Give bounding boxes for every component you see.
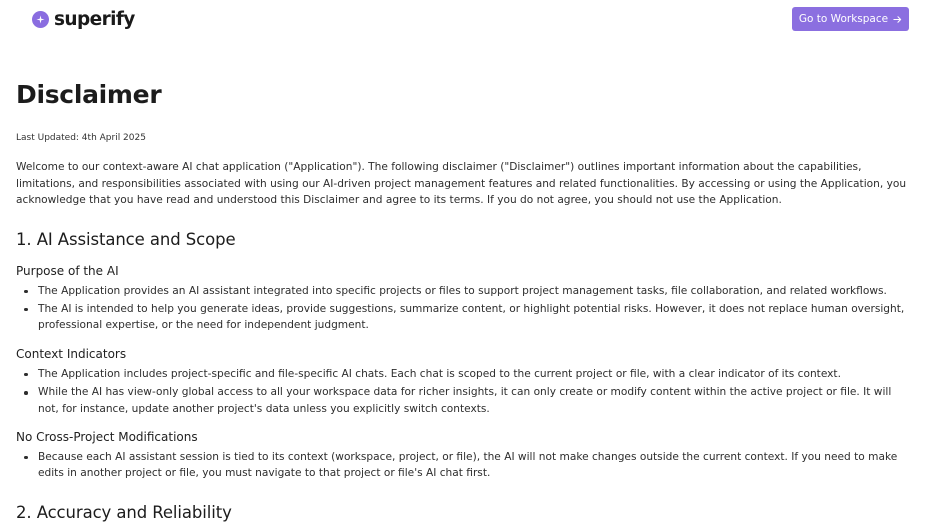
subsection-heading: No Cross-Project Modifications xyxy=(16,429,198,444)
go-to-workspace-label: Go to Workspace xyxy=(798,13,889,25)
bullet-list xyxy=(16,283,908,334)
brand-logo[interactable] xyxy=(32,8,135,30)
last-updated: Last Updated: 4th April 2025 xyxy=(16,133,146,143)
disclaimer-content xyxy=(16,78,908,524)
sparkle-icon xyxy=(32,11,49,28)
section-heading: 1. AI Assistance and Scope xyxy=(16,229,236,249)
subsection-heading: Purpose of the AI xyxy=(16,263,119,278)
intro-paragraph: Welcome to our context-aware AI chat application ("Application"). The following disclaimer ("Disclaimer") outlines important information about the capabilities, limitations, and responsibilities associated with using our AI-driven project management features and related functionalities. By accessing or using the Application, you acknowledge that you have read and understood this Disclaimer and agree to its terms. If you do not agree, you should not use the Application. xyxy=(16,161,907,206)
subsection-heading: Context Indicators xyxy=(16,346,127,361)
list-item: The Application provides an AI assistant integrated into specific projects or files to support project management tasks, file collaboration, and related workflows. xyxy=(38,283,908,299)
section-heading: 2. Accuracy and Reliability xyxy=(16,502,232,522)
arrow-right-icon xyxy=(893,15,902,24)
bullet-list xyxy=(16,366,908,417)
bullet-list xyxy=(16,449,908,482)
page-title: Disclaimer xyxy=(16,80,162,109)
brand-name: superify xyxy=(54,8,135,30)
list-item: While the AI has view-only global access to all your workspace data for richer insights, it can only create or modify content within the active project or file. It will not, for instance, update another project's data unless you explicitly switch contexts. xyxy=(38,384,908,417)
list-item: Because each AI assistant session is tied to its context (workspace, project, or file), the AI will not make changes outside the current context. If you need to make edits in another project or file, you must navigate to that project or file's AI chat first. xyxy=(38,449,908,482)
list-item: The AI is intended to help you generate ideas, provide suggestions, summarize content, or highlight potential risks. However, it does not replace human oversight, professional expertise, or the need for independent judgment. xyxy=(38,301,908,334)
list-item: The Application includes project-specific and file-specific AI chats. Each chat is scoped to the current project or file, with a clear indicator of its context. xyxy=(38,366,908,382)
go-to-workspace-button[interactable] xyxy=(792,7,909,31)
top-bar xyxy=(0,0,925,40)
